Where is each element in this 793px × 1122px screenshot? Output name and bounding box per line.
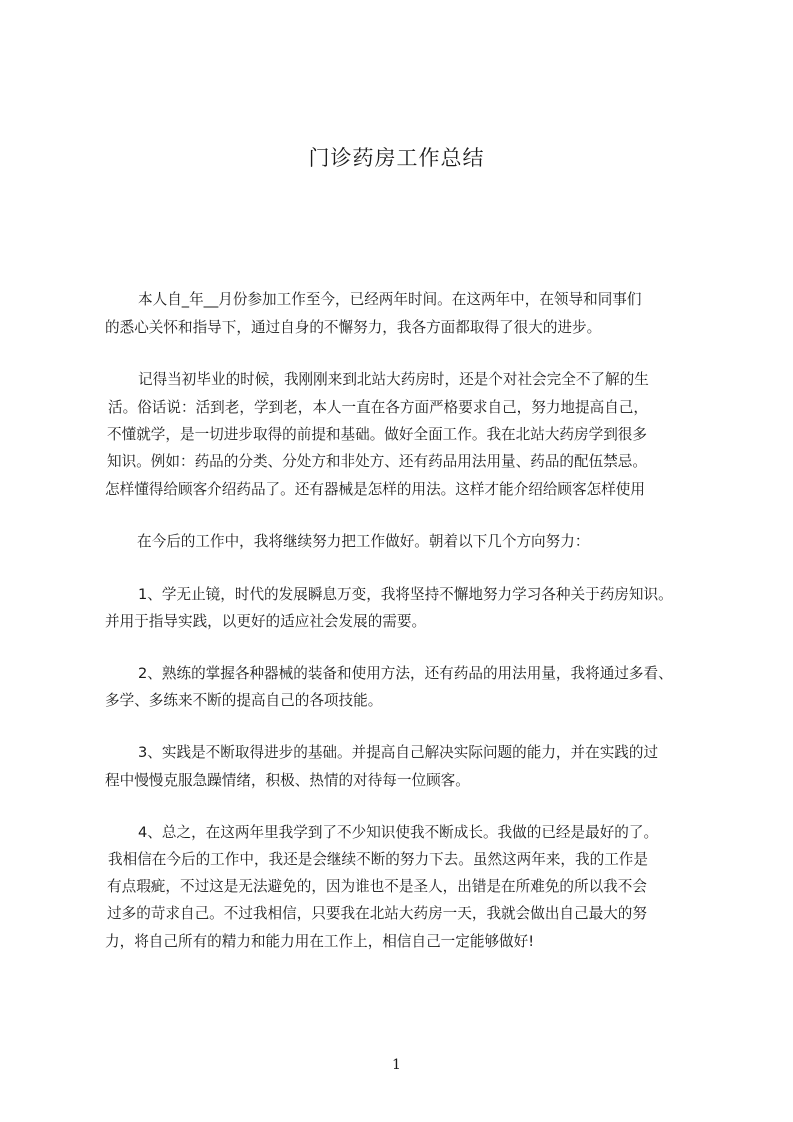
paragraph-1-line-2: 的悉心关怀和指导下，通过自身的不懈努力，我各方面都取得了很大的进步。 [105,319,602,336]
page-number: 1 [392,1057,401,1073]
paragraph-4-line-2: 并用于指导实践，以更好的适应社会发展的需要。 [105,613,427,630]
paragraph-6-line-2: 程中慢慢克服急躁情绪，积极、热情的对待每一位顾客。 [105,772,470,789]
paragraph-2-line-1: 记得当初毕业的时候，我刚刚来到北站大药房时，还是个对社会完全不了解的生 [138,371,649,388]
paragraph-2-line-5: 怎样懂得给顾客介绍药品了。还有器械是怎样的用法。这样才能介绍给顾客怎样使用 [105,481,645,498]
document-title: 门诊药房工作总结 [308,146,485,170]
paragraph-7-line-1: 4、总之，在这两年里我学到了不少知识使我不断成长。我做的已经是最好的了。 [138,824,659,841]
paragraph-7-line-4: 过多的苛求自己。不过我相信，只要我在北站大药房一天，我就会做出自己最大的努 [107,905,647,922]
paragraph-4-line-1: 1、学无止镜，时代的发展瞬息万变，我将坚持不懈地努力学习各种关于药房知识。 [138,586,673,603]
paragraph-2-line-3: 不懂就学，是一切进步取得的前提和基础。做好全面工作。我在北站大药房学到很多 [107,426,647,443]
paragraph-5-line-2: 多学、多练来不断的提高自己的各项技能。 [105,692,383,709]
paragraph-7-line-3: 有点瑕疵，不过这是无法避免的，因为谁也不是圣人，出错是在所难免的所以我不会 [107,878,647,895]
paragraph-7-line-2: 我相信在今后的工作中，我还是会继续不断的努力下去。虽然这两年来，我的工作是 [108,851,648,868]
paragraph-7-line-5: 力，将自己所有的精力和能力用在工作上，相信自己一定能够做好! [105,933,535,950]
paragraph-2-line-2: 活。俗话说：活到老，学到老，本人一直在各方面严格要求自己，努力地提高自己， [108,399,648,416]
paragraph-1-line-1: 本人自_年__月份参加工作至今，已经两年时间。在这两年中，在领导和同事们 [138,291,642,308]
paragraph-6-line-1: 3、实践是不断取得进步的基础。并提高自己解决实际问题的能力，并在实践的过 [138,744,659,761]
paragraph-2-line-4: 知识。例如：药品的分类、分处方和非处方、还有药品用法用量、药品的配伍禁忌。 [107,453,647,470]
paragraph-5-line-1: 2、熟练的掌握各种器械的装备和使用方法，还有药品的用法用量，我将通过多看、 [138,665,673,682]
paragraph-3-line-1: 在今后的工作中，我将继续努力把工作做好。朝着以下几个方向努力： [137,533,590,550]
